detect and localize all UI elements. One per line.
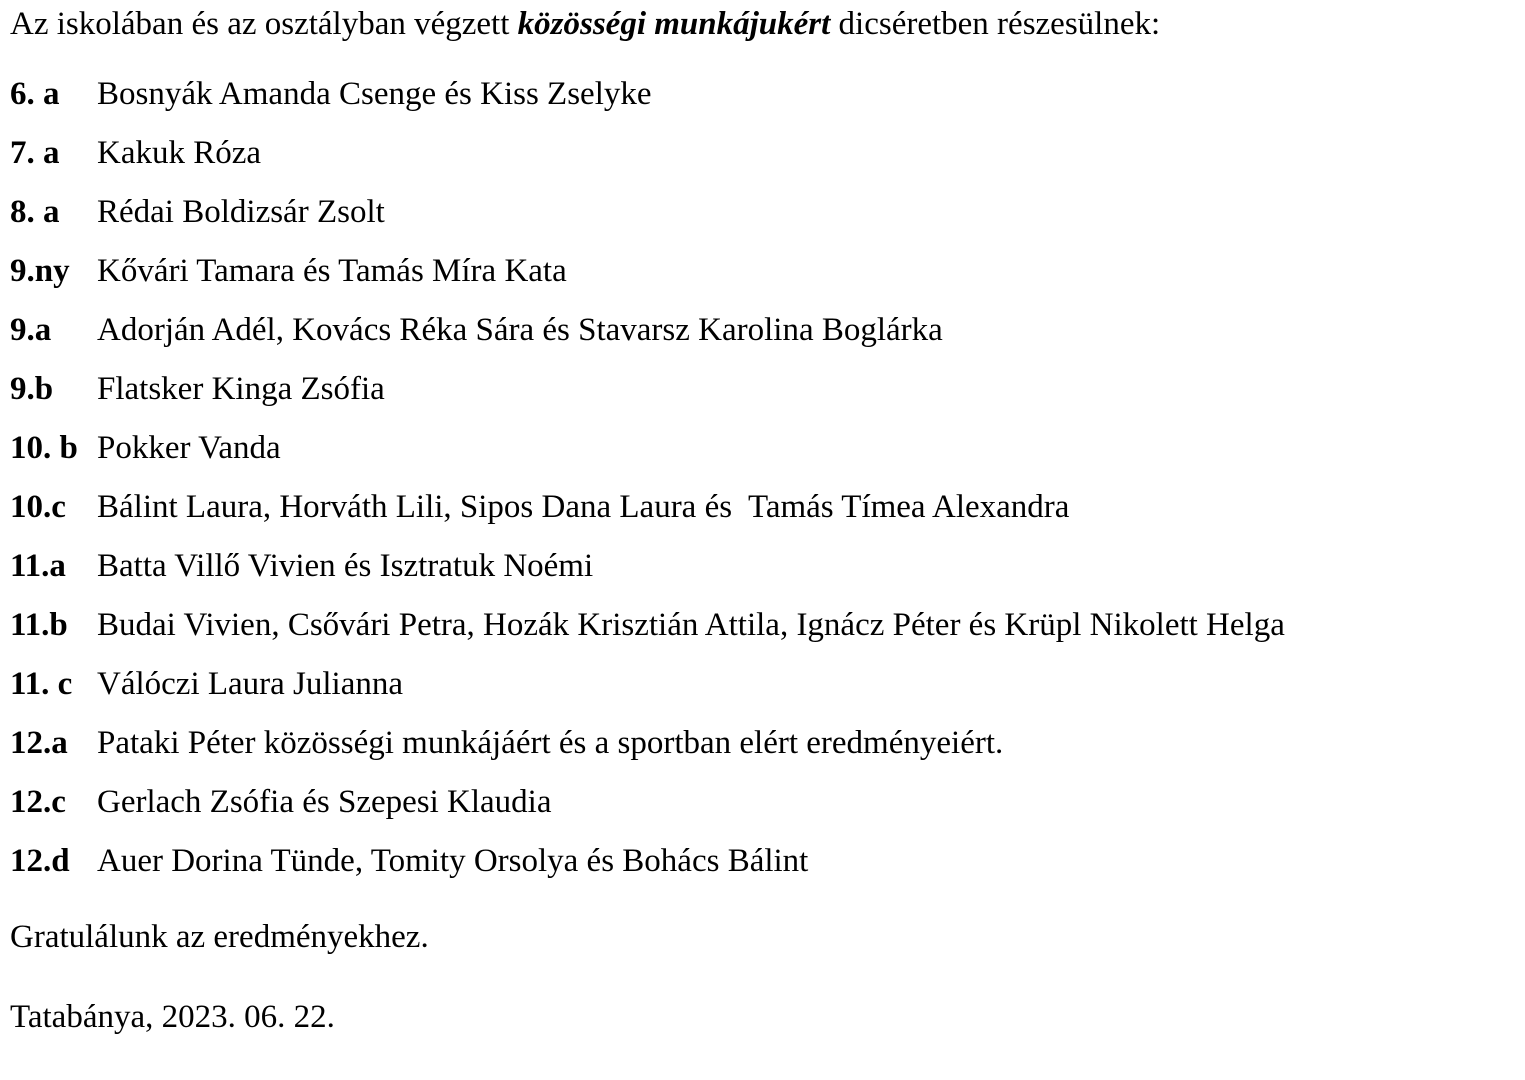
award-row [10,841,1515,881]
award-row [10,369,1515,409]
class-label: 11. c [10,666,73,702]
student-names: Pokker Vanda [97,430,281,466]
student-names: Gerlach Zsófia és Szepesi Klaudia [97,784,552,820]
award-row [10,428,1515,468]
student-names: Bálint Laura, Horváth Lili, Sipos Dana Laura és Tamás Tímea Alexandra [97,489,1070,525]
intro-paragraph [10,4,1515,44]
intro-text-after: dicséretben részesülnek: [830,6,1161,42]
student-names: Kakuk Róza [97,135,262,171]
intro-text-before: Az iskolában és az osztályban végzett [10,6,518,42]
award-row [10,310,1515,350]
student-names: Bosnyák Amanda Csenge és Kiss Zselyke [97,76,652,112]
award-row [10,605,1515,645]
award-row [10,664,1515,704]
student-names: Pataki Péter közösségi munkájáért és a sportban elért eredményeiért. [97,725,1004,761]
class-label: 9.ny [10,253,70,289]
class-label: 8. a [10,194,60,230]
closing-line: Gratulálunk az eredményekhez. [10,919,429,955]
award-row [10,192,1515,232]
class-label: 9.b [10,371,54,407]
intro-emphasis: közösségi munkájukért [517,6,831,42]
student-names: Kővári Tamara és Tamás Míra Kata [97,253,567,289]
class-label: 12.d [10,843,70,879]
student-names: Batta Villő Vivien és Isztratuk Noémi [97,548,594,584]
award-row [10,251,1515,291]
student-names: Válóczi Laura Julianna [97,666,404,702]
award-row [10,782,1515,822]
class-label: 9.a [10,312,52,348]
class-label: 12.a [10,725,68,761]
class-label: 11.b [10,607,68,643]
date-line: Tatabánya, 2023. 06. 22. [10,999,335,1035]
student-names: Rédai Boldizsár Zsolt [97,194,385,230]
student-names: Adorján Adél, Kovács Réka Sára és Stavarsz Karolina Boglárka [97,312,943,348]
class-label: 10. b [10,430,78,466]
award-row [10,133,1515,173]
class-label: 12.c [10,784,66,820]
class-label: 6. a [10,76,60,112]
award-row [10,546,1515,586]
class-label: 10.c [10,489,66,525]
student-names: Auer Dorina Tünde, Tomity Orsolya és Bohács Bálint [97,843,809,879]
award-list [10,74,1515,881]
award-row [10,74,1515,114]
student-names: Flatsker Kinga Zsófia [97,371,385,407]
class-label: 11.a [10,548,66,584]
award-row [10,723,1515,763]
award-row [10,487,1515,527]
class-label: 7. a [10,135,60,171]
student-names: Budai Vivien, Csővári Petra, Hozák Krisztián Attila, Ignácz Péter és Krüpl Nikolett Helga [97,607,1285,643]
